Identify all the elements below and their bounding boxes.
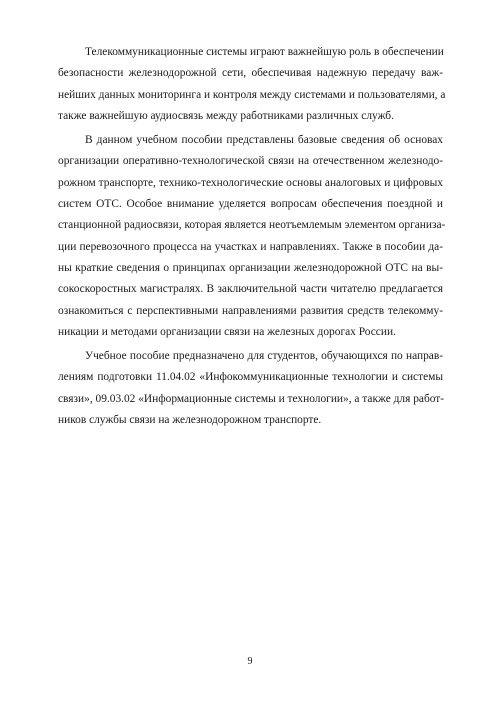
text-line: нейших данных мониторинга и контроля между системами и пользователями, а (58, 88, 446, 101)
text-line: также важнейшую аудиосвязь между работниками различных служб. (58, 109, 394, 122)
paragraph-2 (58, 130, 446, 343)
body-text (58, 42, 446, 434)
text-line: ников службы связи на железнодорожном транспорте. (58, 414, 322, 427)
text-line: систем ОТС. Особое внимание уделяется вопросам обеспечения поездной и (58, 198, 443, 211)
text-line: В данном учебном пособии представлены базовые сведения об основах (85, 134, 443, 147)
text-line: ознакомиться с перспективными направлениями развития средств телекомму- (58, 304, 443, 317)
paragraph-1 (58, 42, 446, 127)
text-line: станционной радиосвязи, которая является неотъемлемым элементом организа- (58, 219, 446, 232)
text-line: организации оперативно-технологической связи на отечественном железнодо- (58, 155, 443, 168)
text-line: Учебное пособие предназначено для студентов, обучающихся по направ- (85, 350, 443, 363)
text-line: связи», 09.03.02 «Информационные системы и технологии», а также для работ- (58, 392, 445, 405)
text-line: Телекоммуникационные системы играют важнейшую роль в обеспечении (85, 46, 444, 58)
text-line: ны краткие сведения о принципах организации железнодорожной ОТС на вы- (58, 261, 443, 274)
text-line: сокоскоростных магистралях. В заключительной части читателю предлагается (58, 283, 443, 296)
text-line: ции перевозочного процесса на участках и направлениях. Также в пособии да- (58, 240, 443, 253)
paragraph-3 (58, 346, 443, 431)
text-line: лениям подготовки 11.04.02 «Инфокоммуникационные технологии и системы (58, 371, 443, 384)
page-number: 9 (247, 656, 253, 667)
text-line: рожном транспорте, технико-технологические основы аналоговых и цифровых (58, 176, 443, 189)
text-line: никации и методами организации связи на железных дорогах России. (58, 325, 396, 338)
text-line: безопасности железнодорожной сети, обеспечивая надежную передачу важ- (58, 67, 443, 80)
